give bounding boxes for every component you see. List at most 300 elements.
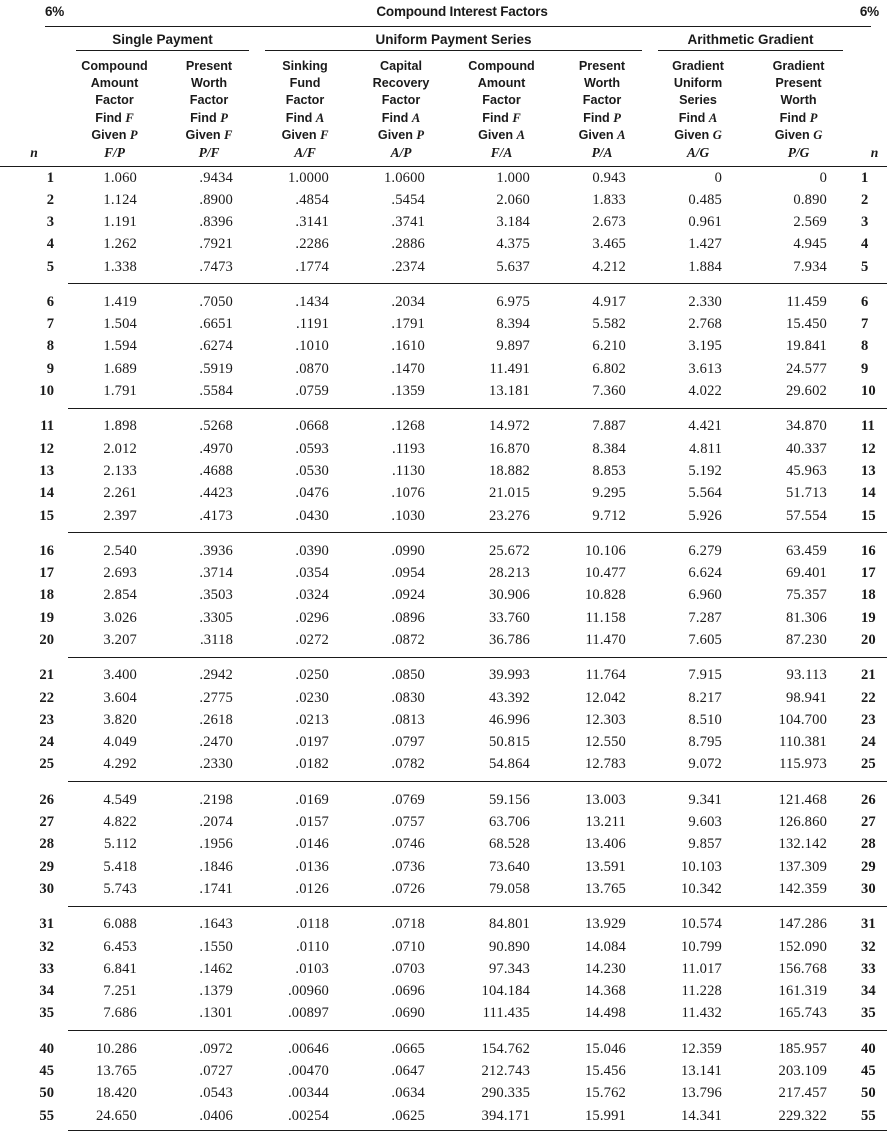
row-period-right: 24 bbox=[861, 734, 876, 751]
cell-pa: 11.158 bbox=[585, 609, 627, 626]
cell-ag: 2.330 bbox=[688, 293, 723, 310]
cell-ap: .0726 bbox=[391, 880, 426, 897]
row-period-right: 4 bbox=[861, 236, 869, 253]
pf-line1: Present bbox=[185, 59, 233, 73]
banner-rule bbox=[45, 26, 871, 27]
row-period-left: 33 bbox=[39, 960, 54, 977]
pa-line3: Factor bbox=[582, 93, 622, 108]
cell-ag: 6.960 bbox=[688, 587, 723, 604]
cell-fa: 30.906 bbox=[488, 587, 531, 604]
cell-fa: 63.706 bbox=[488, 814, 531, 831]
cell-fp: 1.689 bbox=[103, 360, 137, 377]
interest-rate-right: 6% bbox=[859, 4, 879, 19]
cell-pg: 93.113 bbox=[786, 667, 828, 684]
fa-find-var: F bbox=[512, 110, 521, 125]
cell-pa: 15.046 bbox=[584, 1040, 627, 1057]
row-period-left: 14 bbox=[39, 485, 54, 502]
cell-ap: .0757 bbox=[391, 814, 426, 831]
table-row bbox=[0, 811, 887, 833]
cell-pf: .0972 bbox=[199, 1040, 234, 1057]
cell-pf: .0406 bbox=[199, 1107, 234, 1124]
pa-find: Find bbox=[583, 110, 610, 125]
gap-cell bbox=[554, 906, 650, 914]
cell-fa: 23.276 bbox=[488, 507, 531, 524]
column-header-row bbox=[0, 53, 887, 162]
cell-ap: .0924 bbox=[391, 587, 426, 604]
cell-pf: .3714 bbox=[199, 565, 234, 582]
row-period-left: 11 bbox=[40, 418, 54, 435]
cell-fa: 9.897 bbox=[496, 338, 531, 355]
row-period-right: 40 bbox=[861, 1040, 876, 1057]
row-period-left: 30 bbox=[39, 880, 54, 897]
cell-ag: 2.768 bbox=[688, 316, 723, 333]
gap-cell bbox=[0, 782, 68, 790]
row-period-left: 8 bbox=[46, 338, 54, 355]
cell-ap: .0850 bbox=[391, 667, 426, 684]
row-period-right: 21 bbox=[861, 667, 876, 684]
cell-af: .3141 bbox=[295, 213, 330, 230]
table-row bbox=[0, 709, 887, 731]
cell-ap: .0769 bbox=[391, 791, 426, 808]
gap-cell bbox=[650, 408, 746, 416]
table-row bbox=[0, 732, 887, 754]
table-row bbox=[0, 914, 887, 936]
cell-fa: 11.491 bbox=[489, 360, 531, 377]
rule-segment bbox=[0, 1127, 68, 1131]
table-row bbox=[0, 438, 887, 460]
cell-fp: 6.453 bbox=[103, 938, 137, 955]
cell-fa: 79.058 bbox=[488, 880, 531, 897]
row-period-left: 50 bbox=[39, 1085, 54, 1102]
cell-ap: .0703 bbox=[391, 960, 426, 977]
gap-cell bbox=[449, 657, 554, 665]
cell-pg: 0.890 bbox=[793, 191, 828, 208]
row-period-right: 31 bbox=[861, 916, 876, 933]
cell-pa: 4.212 bbox=[592, 258, 627, 275]
cell-pf: .2942 bbox=[199, 667, 234, 684]
cell-fa: 97.343 bbox=[488, 960, 531, 977]
table-row bbox=[0, 607, 887, 629]
gap-cell bbox=[257, 657, 353, 665]
cell-af: .0182 bbox=[295, 756, 330, 773]
cell-pa: 15.762 bbox=[584, 1085, 627, 1102]
cell-af: .0169 bbox=[295, 791, 330, 808]
cell-pa: 12.303 bbox=[584, 711, 627, 728]
cell-pf: .2470 bbox=[199, 734, 234, 751]
cell-af: .0272 bbox=[295, 632, 330, 648]
cell-pa: 5.582 bbox=[592, 316, 627, 333]
cell-fp: 2.693 bbox=[103, 565, 137, 582]
cell-pf: .5919 bbox=[199, 360, 234, 377]
table-row bbox=[0, 754, 887, 776]
cell-af: .0213 bbox=[295, 711, 330, 728]
gap-cell bbox=[554, 782, 650, 790]
fp-code: F/P bbox=[104, 145, 125, 161]
cell-ag: 4.811 bbox=[688, 440, 723, 457]
row-period-right: 8 bbox=[861, 338, 869, 355]
cell-pf: .0543 bbox=[199, 1085, 234, 1102]
row-period-left: 35 bbox=[39, 1005, 54, 1022]
row-period-right: 25 bbox=[861, 756, 876, 773]
pf-find-var: P bbox=[220, 110, 228, 125]
cell-ap: .1268 bbox=[391, 418, 426, 435]
table-row bbox=[0, 314, 887, 336]
cell-fp: 2.540 bbox=[103, 542, 137, 559]
cell-pg: 7.934 bbox=[793, 258, 828, 275]
ap-find-var: A bbox=[411, 110, 421, 125]
cell-pg: 147.286 bbox=[778, 916, 828, 933]
gap-cell bbox=[746, 1031, 851, 1039]
cell-fa: 39.993 bbox=[488, 667, 531, 684]
row-period-left: 21 bbox=[39, 667, 54, 684]
rule-segment bbox=[68, 1127, 161, 1131]
column-header-pg bbox=[746, 53, 851, 162]
row-period-left: 15 bbox=[39, 507, 54, 524]
cell-fp: 1.594 bbox=[103, 338, 137, 355]
cell-ag: 5.192 bbox=[688, 462, 723, 479]
cell-af: .0668 bbox=[295, 418, 330, 435]
gap-cell bbox=[68, 657, 161, 665]
gap-cell bbox=[650, 284, 746, 292]
row-period-right: 32 bbox=[861, 938, 876, 955]
group-header-uniform-payment-series: Uniform Payment Series bbox=[257, 29, 650, 53]
cell-af: .0136 bbox=[295, 858, 330, 875]
gap-cell bbox=[257, 906, 353, 914]
column-header-n-right: n bbox=[870, 145, 879, 161]
cell-ap: .0696 bbox=[391, 983, 426, 1000]
table-row bbox=[0, 981, 887, 1003]
ag-find: Find bbox=[678, 110, 706, 125]
table-row bbox=[0, 416, 887, 438]
row-period-right: 14 bbox=[861, 485, 876, 502]
table-row bbox=[0, 1060, 887, 1082]
gap-cell bbox=[449, 533, 554, 541]
row-period-left: 22 bbox=[39, 689, 54, 706]
cell-fp: 7.251 bbox=[103, 983, 137, 1000]
row-period-right: 55 bbox=[861, 1107, 876, 1124]
column-header-ap bbox=[353, 53, 449, 162]
row-period-left: 23 bbox=[39, 711, 54, 728]
ap-code: A/P bbox=[390, 145, 412, 161]
cell-fa: 5.637 bbox=[496, 258, 531, 275]
row-period-left: 9 bbox=[46, 360, 54, 377]
cell-pa: 1.833 bbox=[592, 191, 627, 208]
cell-af: .1774 bbox=[295, 258, 330, 275]
row-period-left: 20 bbox=[39, 632, 54, 648]
row-period-right: 33 bbox=[861, 960, 876, 977]
cell-af: .0296 bbox=[295, 609, 330, 626]
cell-pa: 10.106 bbox=[584, 542, 627, 559]
cell-ag: 14.341 bbox=[680, 1107, 723, 1124]
cell-fp: 5.418 bbox=[103, 858, 137, 875]
row-period-right: 10 bbox=[861, 383, 876, 400]
cell-af: .0126 bbox=[295, 880, 330, 897]
cell-fa: 2.060 bbox=[496, 191, 531, 208]
gap-cell bbox=[257, 284, 353, 292]
cell-ag: 0.961 bbox=[688, 213, 723, 230]
cell-pa: 13.765 bbox=[584, 880, 627, 897]
gap-cell bbox=[554, 1031, 650, 1039]
cell-fp: 1.124 bbox=[103, 191, 137, 208]
cell-fp: 4.292 bbox=[103, 756, 137, 773]
cell-pg: 156.768 bbox=[778, 960, 828, 977]
cell-ap: .0813 bbox=[391, 711, 426, 728]
cell-pg: 229.322 bbox=[778, 1107, 828, 1124]
cell-ag: 7.605 bbox=[688, 632, 723, 648]
cell-ag: 0 bbox=[714, 169, 723, 186]
cell-pa: 15.991 bbox=[584, 1107, 627, 1124]
fa-line1: Compound bbox=[468, 59, 535, 73]
cell-pf: .1379 bbox=[199, 983, 234, 1000]
gap-cell bbox=[257, 408, 353, 416]
cell-ag: 4.022 bbox=[688, 383, 723, 400]
cell-ap: .1791 bbox=[391, 316, 426, 333]
cell-af: .0476 bbox=[295, 485, 330, 502]
table-row bbox=[0, 358, 887, 380]
cell-pf: .1956 bbox=[199, 836, 234, 853]
cell-af: .0230 bbox=[295, 689, 330, 706]
gap-cell bbox=[554, 657, 650, 665]
gap-cell bbox=[746, 284, 851, 292]
cell-pg: 152.090 bbox=[778, 938, 828, 955]
cell-fp: 3.207 bbox=[103, 632, 137, 648]
gap-cell bbox=[449, 284, 554, 292]
row-period-right: 12 bbox=[861, 440, 876, 457]
cell-pf: .8396 bbox=[199, 213, 234, 230]
column-header-pf bbox=[161, 53, 257, 162]
row-period-left: 32 bbox=[39, 938, 54, 955]
pa-given-var: A bbox=[617, 127, 626, 142]
cell-fa: 36.786 bbox=[488, 632, 531, 648]
row-period-left: 2 bbox=[46, 191, 54, 208]
cell-pa: 2.673 bbox=[592, 213, 627, 230]
cell-pa: 12.550 bbox=[584, 734, 627, 751]
cell-pa: 11.470 bbox=[585, 632, 627, 648]
cell-fa: 104.184 bbox=[481, 983, 531, 1000]
cell-fp: 18.420 bbox=[95, 1085, 137, 1102]
table-row bbox=[0, 189, 887, 211]
row-period-left: 16 bbox=[39, 542, 54, 559]
group-header-arithmetic-gradient: Arithmetic Gradient bbox=[650, 29, 851, 53]
cell-fa: 3.184 bbox=[496, 213, 531, 230]
cell-pg: 87.230 bbox=[785, 632, 828, 648]
cell-pf: .2618 bbox=[199, 711, 234, 728]
ap-given: Given bbox=[377, 127, 413, 142]
cell-pa: 10.828 bbox=[584, 587, 627, 604]
row-period-right: 45 bbox=[861, 1063, 876, 1080]
cell-pf: .4688 bbox=[199, 462, 234, 479]
cell-ag: 11.017 bbox=[681, 960, 723, 977]
pg-code: P/G bbox=[787, 145, 810, 161]
cell-pa: 12.783 bbox=[584, 756, 627, 773]
row-period-right: 26 bbox=[861, 791, 876, 808]
row-period-left: 18 bbox=[39, 587, 54, 604]
cell-ag: 7.287 bbox=[688, 609, 723, 626]
gap-cell bbox=[161, 782, 257, 790]
cell-pg: 19.841 bbox=[785, 338, 828, 355]
cell-ag: 6.624 bbox=[688, 565, 723, 582]
cell-pf: .2198 bbox=[199, 791, 234, 808]
gap-cell bbox=[851, 284, 887, 292]
gap-cell bbox=[746, 657, 851, 665]
cell-af: .1434 bbox=[295, 293, 330, 310]
group-gap bbox=[0, 284, 887, 292]
row-period-left: 24 bbox=[39, 734, 54, 751]
cell-ap: .1076 bbox=[391, 485, 426, 502]
row-period-right: 23 bbox=[861, 711, 876, 728]
row-period-left: 4 bbox=[46, 236, 54, 253]
cell-af: .1191 bbox=[295, 316, 330, 333]
gap-cell bbox=[851, 657, 887, 665]
cell-ap: .2034 bbox=[391, 293, 426, 310]
gap-cell bbox=[161, 906, 257, 914]
cell-ag: 11.432 bbox=[681, 1005, 723, 1022]
group-gap bbox=[0, 533, 887, 541]
row-period-right: 15 bbox=[861, 507, 876, 524]
table-row bbox=[0, 380, 887, 402]
cell-fp: 3.400 bbox=[103, 667, 137, 684]
cell-ap: .0990 bbox=[391, 542, 426, 559]
cell-fp: 6.841 bbox=[103, 960, 137, 977]
cell-fa: 25.672 bbox=[488, 542, 531, 559]
table-row bbox=[0, 585, 887, 607]
fa-code: F/A bbox=[490, 145, 513, 161]
cell-ag: 3.613 bbox=[688, 360, 723, 377]
cell-fa: 290.335 bbox=[481, 1085, 531, 1102]
ag-line1: Gradient bbox=[672, 59, 724, 73]
rule-segment bbox=[257, 1127, 353, 1131]
cell-pa: 14.498 bbox=[584, 1005, 627, 1022]
cell-ap: .1610 bbox=[391, 338, 426, 355]
gap-cell bbox=[650, 1031, 746, 1039]
gap-cell bbox=[746, 906, 851, 914]
cell-af: .0118 bbox=[295, 916, 330, 933]
table-row bbox=[0, 629, 887, 651]
cell-pf: .1846 bbox=[199, 858, 234, 875]
cell-pg: 98.941 bbox=[785, 689, 828, 706]
cell-fp: 1.262 bbox=[103, 236, 137, 253]
table-row bbox=[0, 505, 887, 527]
group-header-spacer-left bbox=[0, 29, 68, 53]
pf-line2: Worth bbox=[190, 76, 228, 91]
cell-pf: .3305 bbox=[199, 609, 234, 626]
fp-line2: Amount bbox=[90, 76, 139, 91]
cell-pa: 9.295 bbox=[592, 485, 627, 502]
cell-af: .0530 bbox=[295, 462, 330, 479]
gap-cell bbox=[353, 657, 449, 665]
cell-pf: .6651 bbox=[199, 316, 234, 333]
cell-ag: 0.485 bbox=[688, 191, 723, 208]
cell-pg: 2.569 bbox=[793, 213, 828, 230]
rule-segment bbox=[851, 1127, 887, 1131]
cell-pf: .4173 bbox=[199, 507, 234, 524]
row-period-left: 13 bbox=[39, 462, 54, 479]
cell-pg: 161.319 bbox=[778, 983, 828, 1000]
cell-pg: 0 bbox=[819, 169, 828, 186]
pg-given-var: G bbox=[813, 127, 823, 142]
cell-ag: 6.279 bbox=[688, 542, 723, 559]
table-bottom-rule bbox=[0, 1127, 887, 1131]
cell-pf: .2330 bbox=[199, 756, 234, 773]
table-row bbox=[0, 460, 887, 482]
cell-pa: 8.384 bbox=[592, 440, 627, 457]
cell-af: .2286 bbox=[295, 236, 330, 253]
cell-fp: 4.822 bbox=[103, 814, 137, 831]
fa-line3: Factor bbox=[482, 93, 521, 108]
row-period-right: 11 bbox=[861, 418, 875, 435]
group-gap bbox=[0, 657, 887, 665]
gap-cell bbox=[746, 533, 851, 541]
cell-fa: 50.815 bbox=[488, 734, 531, 751]
cell-ag: 7.915 bbox=[688, 667, 723, 684]
cell-pg: 45.963 bbox=[785, 462, 828, 479]
cell-fa: 16.870 bbox=[488, 440, 531, 457]
gap-cell bbox=[851, 533, 887, 541]
cell-pa: 13.211 bbox=[585, 814, 627, 831]
cell-af: .00960 bbox=[287, 983, 330, 1000]
table-body bbox=[0, 167, 887, 1131]
pa-given: Given bbox=[578, 127, 614, 142]
row-period-left: 40 bbox=[39, 1040, 54, 1057]
gap-cell bbox=[650, 782, 746, 790]
gap-cell bbox=[353, 533, 449, 541]
pa-line1: Present bbox=[578, 59, 626, 73]
cell-pa: 13.591 bbox=[584, 858, 627, 875]
row-period-right: 3 bbox=[861, 213, 869, 230]
gap-cell bbox=[554, 408, 650, 416]
ap-line2: Recovery bbox=[372, 76, 430, 91]
gap-cell bbox=[68, 782, 161, 790]
cell-fa: 90.890 bbox=[488, 938, 531, 955]
cell-pa: 14.368 bbox=[584, 983, 627, 1000]
pf-given-var: F bbox=[224, 127, 233, 142]
cell-pf: .8900 bbox=[199, 191, 234, 208]
fp-given-var: P bbox=[129, 127, 138, 142]
gap-cell bbox=[353, 284, 449, 292]
cell-pf: .3936 bbox=[199, 542, 234, 559]
cell-pg: 115.973 bbox=[779, 756, 828, 773]
row-period-right: 34 bbox=[861, 983, 876, 1000]
row-period-left: 26 bbox=[39, 791, 54, 808]
cell-fp: 4.049 bbox=[103, 734, 137, 751]
af-find: Find bbox=[285, 110, 313, 125]
cell-ag: 1.427 bbox=[688, 236, 723, 253]
table-row bbox=[0, 958, 887, 980]
row-period-left: 3 bbox=[46, 213, 54, 230]
row-period-left: 19 bbox=[39, 609, 54, 626]
cell-ag: 8.795 bbox=[688, 734, 723, 751]
cell-pg: 69.401 bbox=[785, 565, 828, 582]
cell-fa: 111.435 bbox=[482, 1005, 531, 1022]
table-row bbox=[0, 1105, 887, 1127]
cell-pf: .3118 bbox=[199, 632, 234, 648]
cell-pf: .4970 bbox=[199, 440, 234, 457]
cell-pg: 11.459 bbox=[786, 293, 828, 310]
cell-pg: 63.459 bbox=[785, 542, 828, 559]
cell-fa: 14.972 bbox=[488, 418, 531, 435]
ag-code: A/G bbox=[686, 145, 710, 161]
cell-ap: .2374 bbox=[391, 258, 426, 275]
cell-ap: .0872 bbox=[391, 632, 426, 648]
gap-cell bbox=[68, 284, 161, 292]
cell-pf: .5584 bbox=[199, 383, 234, 400]
cell-pg: 4.945 bbox=[793, 236, 828, 253]
cell-ap: .1030 bbox=[391, 507, 426, 524]
cell-ag: 3.195 bbox=[688, 338, 723, 355]
cell-ap: .0710 bbox=[391, 938, 426, 955]
ag-line2: Uniform bbox=[673, 76, 723, 91]
cell-ap: .0634 bbox=[391, 1085, 426, 1102]
